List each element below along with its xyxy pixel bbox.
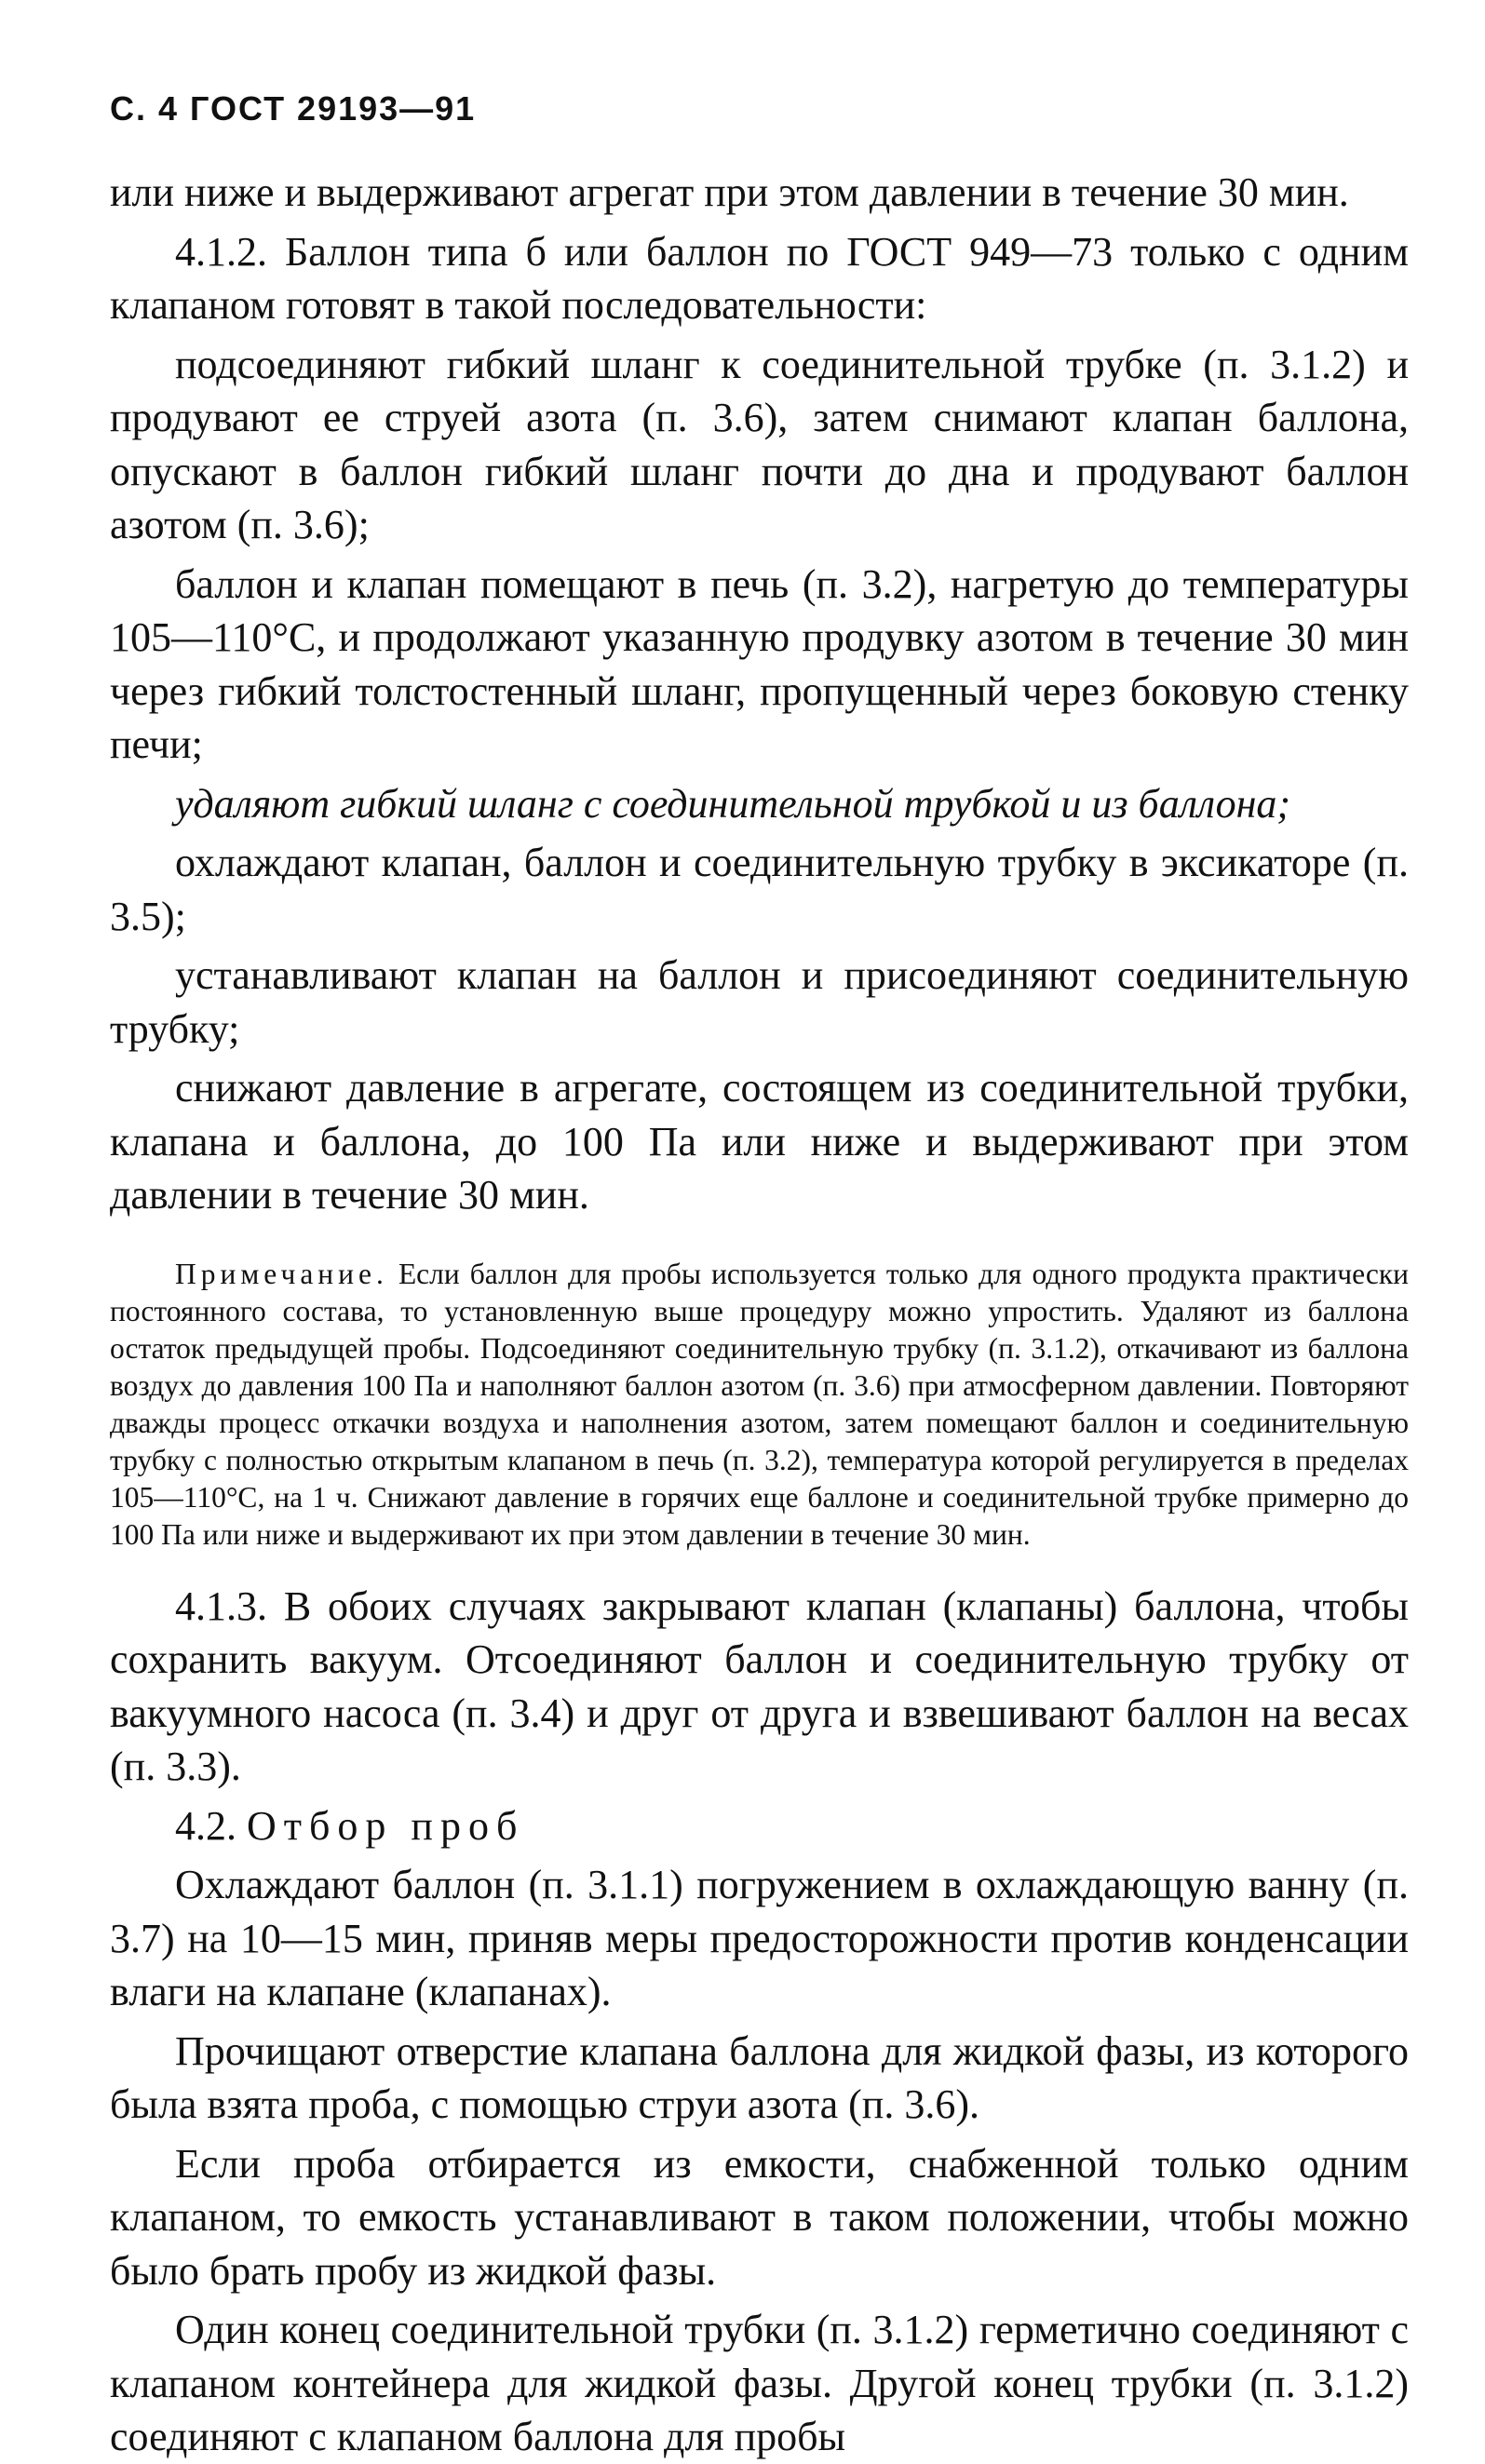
- section-heading-4-2: [110, 1799, 1409, 1853]
- paragraph-4-1-3: 4.1.3. В обоих случаях закрывают клапан (клапаны) баллона, чтобы сохранить вакуум. Отсоединяют баллон и соединительную трубку от вакуумного насоса (п. 3.4) и друг от друга и взвешивают баллон на весах (п. 3.3).: [110, 1582, 1409, 1789]
- paragraph-sampling-2: Прочищают отверстие клапана баллона для жидкой фазы, из которого была взята проба, с помощью струи азота (п. 3.6).: [110, 2027, 1409, 2127]
- paragraph-4-1-2: 4.1.2. Баллон типа б или баллон по ГОСТ 949—73 только с одним клапаном готовят в такой последовательности:: [110, 228, 1409, 328]
- page-header: С. 4 ГОСТ 29193—91: [110, 89, 477, 128]
- paragraph-sampling-3: Если проба отбирается из емкости, снабженной только одним клапаном, то емкость устанавливают в таком положении, чтобы можно было брать пробу из жидкой фазы.: [110, 2140, 1409, 2294]
- paragraph-step-5: устанавливают клапан на баллон и присоединяют соединительную трубку;: [110, 952, 1409, 1052]
- paragraph-step-4: охлаждают клапан, баллон и соединительную трубку в эксикаторе (п. 3.5);: [110, 840, 1409, 939]
- paragraph-step-1: подсоединяют гибкий шланг к соединительной трубке (п. 3.1.2) и продувают ее струей азота (п. 3.6), затем снимают клапан баллона, опускают в баллон гибкий шланг почти до дна и продувают баллон азотом (п. 3.6);: [110, 341, 1409, 547]
- paragraph-sampling-1: Охлаждают баллон (п. 3.1.1) погружением в охлаждающую ванну (п. 3.7) на 10—15 мин, приняв меры предосторожности против конденсации влаги на клапане (клапанах).: [110, 1862, 1409, 2014]
- note-text: Если баллон для пробы используется только для одного продукта практически постоянного состава, то установленную выше процедуру можно упростить. Удаляют из баллона остаток предыдущей пробы. Подсоединяют соединительную трубку (п. 3.1.2), откачивают из баллона воздух до давления 100 Па и наполняют баллон азотом (п. 3.6) при атмосферном давлении. Повторяют дважды процесс откачки воздуха и наполнения азотом, затем помещают баллон и соединительную трубку с полностью открытым клапаном в печь (п. 3.2), температура которой регулируется в пределах 105—110°С, на 1 ч. Снижают давление в горячих еще баллоне и соединительной трубке примерно до 100 Па или ниже и выдерживают их при этом давлении в течение 30 мин.: [110, 1257, 1409, 1551]
- paragraph-sampling-4: Один конец соединительной трубки (п. 3.1.2) герметично соединяют с клапаном контейнера для жидкой фазы. Другой конец трубки (п. 3.1.2) соединяют с клапаном баллона для пробы: [110, 2307, 1409, 2459]
- note-block: [110, 1256, 1409, 1554]
- note-label: Примечание.: [175, 1257, 388, 1290]
- paragraph-step-6: снижают давление в агрегате, состоящем из соединительной трубки, клапана и баллона, до 100 Па или ниже и выдерживают при этом давлении в течение 30 мин.: [110, 1065, 1409, 1218]
- paragraph-step-2: баллон и клапан помещают в печь (п. 3.2), нагретую до температуры 105—110°С, и продолжают указанную продувку азотом в течение 30 мин через гибкий толстостенный шланг, пропущенный через боковую стенку печи;: [110, 560, 1409, 767]
- paragraph-continuation: или ниже и выдерживают агрегат при этом давлении в течение 30 мин.: [110, 169, 1349, 215]
- paragraph-step-3: удаляют гибкий шланг с соединительной трубкой и из баллона;: [175, 780, 1291, 827]
- document-page: [110, 89, 1409, 2464]
- section-title: Отбор проб: [247, 1802, 525, 1849]
- section-number: 4.2.: [175, 1802, 236, 1849]
